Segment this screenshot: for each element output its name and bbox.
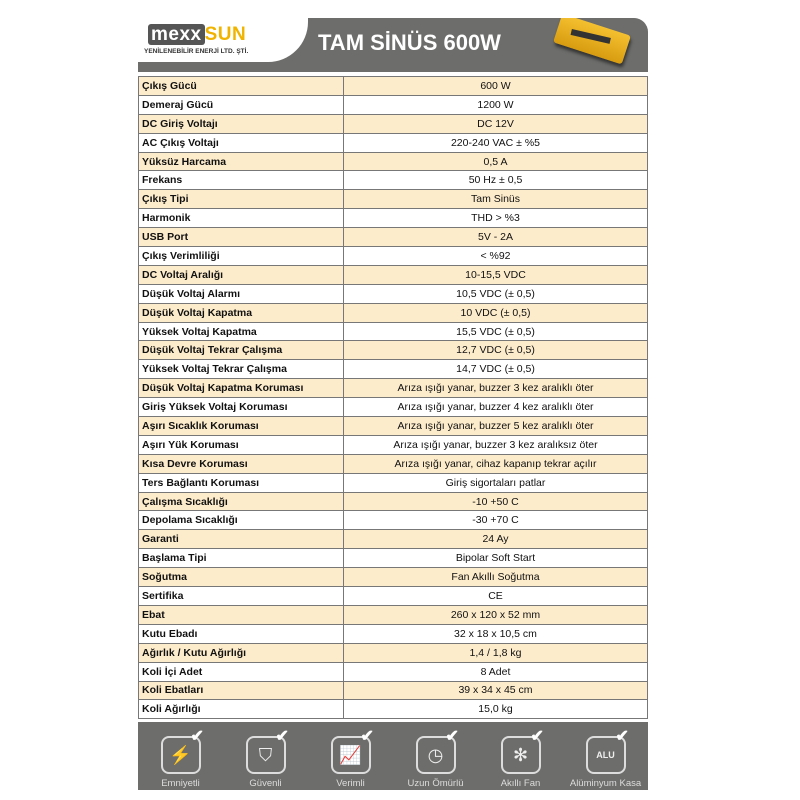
spec-row [139, 247, 648, 266]
feature-item [311, 722, 391, 789]
spec-row [139, 152, 648, 171]
spec-label: Demeraj Gücü [139, 95, 344, 114]
spec-row [139, 379, 648, 398]
spec-label: Düşük Voltaj Tekrar Çalışma [139, 341, 344, 360]
spec-label: Düşük Voltaj Kapatma [139, 303, 344, 322]
feature-item [396, 722, 476, 789]
spec-row [139, 284, 648, 303]
spec-row [139, 114, 648, 133]
spec-value: Giriş sigortaları patlar [344, 473, 648, 492]
spec-value: 8 Adet [344, 662, 648, 681]
spec-row [139, 681, 648, 700]
spec-label: Ters Bağlantı Koruması [139, 473, 344, 492]
fan-icon: ✻ [501, 736, 541, 774]
spec-row [139, 587, 648, 606]
spec-label: Ağırlık / Kutu Ağırlığı [139, 643, 344, 662]
spec-value: 15,0 kg [344, 700, 648, 719]
spec-row [139, 643, 648, 662]
feature-item [141, 722, 221, 789]
spec-label: Koli Ebatları [139, 681, 344, 700]
feature-label: Akıllı Fan [500, 778, 541, 789]
spec-label: Soğutma [139, 568, 344, 587]
spec-value: 12,7 VDC (± 0,5) [344, 341, 648, 360]
spec-row [139, 360, 648, 379]
spec-row [139, 190, 648, 209]
product-image [553, 18, 631, 64]
spec-value: 10 VDC (± 0,5) [344, 303, 648, 322]
spec-value: 15,5 VDC (± 0,5) [344, 322, 648, 341]
mexxsun-logo [148, 24, 246, 46]
spec-row [139, 473, 648, 492]
spec-row [139, 511, 648, 530]
logo-text-sun: SUN [204, 24, 247, 45]
spec-row [139, 303, 648, 322]
spec-value: THD > %3 [344, 209, 648, 228]
spec-value: 14,7 VDC (± 0,5) [344, 360, 648, 379]
spec-value: -30 +70 C [344, 511, 648, 530]
checkmark-icon: ✔ [190, 728, 204, 745]
spec-row [139, 662, 648, 681]
shield-check-icon: ⛉ [246, 736, 286, 774]
spec-row [139, 265, 648, 284]
lightning-cycle-icon: ⚡ [161, 736, 201, 774]
alu-recycle-icon: ALU [586, 736, 626, 774]
spec-value: 220-240 VAC ± %5 [344, 133, 648, 152]
checkmark-icon: ✔ [275, 728, 289, 745]
features-bar [138, 722, 648, 790]
spec-label: Ebat [139, 605, 344, 624]
spec-row [139, 492, 648, 511]
spec-label: Kutu Ebadı [139, 624, 344, 643]
spec-value: 260 x 120 x 52 mm [344, 605, 648, 624]
spec-label: Garanti [139, 530, 344, 549]
checkmark-icon: ✔ [530, 728, 544, 745]
spec-label: Başlama Tipi [139, 549, 344, 568]
feature-label: Güvenli [249, 778, 282, 789]
spec-label: Frekans [139, 171, 344, 190]
spec-label: AC Çıkış Voltajı [139, 133, 344, 152]
feature-label: Uzun Ömürlü [407, 778, 464, 789]
spec-label: Yüksek Voltaj Tekrar Çalışma [139, 360, 344, 379]
spec-label: Aşırı Yük Koruması [139, 435, 344, 454]
spec-row [139, 549, 648, 568]
spec-value: -10 +50 C [344, 492, 648, 511]
spec-value: 32 x 18 x 10,5 cm [344, 624, 648, 643]
spec-value: Bipolar Soft Start [344, 549, 648, 568]
feature-item [566, 722, 646, 789]
spec-row [139, 605, 648, 624]
spec-label: Depolama Sıcaklığı [139, 511, 344, 530]
spec-label: Çıkış Verimliliği [139, 247, 344, 266]
spec-value: 600 W [344, 77, 648, 96]
spec-label: Çıkış Gücü [139, 77, 344, 96]
spec-value: 24 Ay [344, 530, 648, 549]
feature-item [226, 722, 306, 789]
spec-row [139, 624, 648, 643]
spec-row [139, 530, 648, 549]
spec-label: Düşük Voltaj Alarmı [139, 284, 344, 303]
page-title: TAM SİNÜS 600W [318, 30, 501, 55]
spec-row [139, 454, 648, 473]
spec-value: Arıza ışığı yanar, cihaz kapanıp tekrar açılır [344, 454, 648, 473]
checkmark-icon: ✔ [360, 728, 374, 745]
spec-row [139, 435, 648, 454]
spec-row [139, 322, 648, 341]
spec-row [139, 209, 648, 228]
spec-label: Koli İçi Adet [139, 662, 344, 681]
spec-value: 1200 W [344, 95, 648, 114]
spec-value: CE [344, 587, 648, 606]
checkmark-icon: ✔ [445, 728, 459, 745]
spec-value: 50 Hz ± 0,5 [344, 171, 648, 190]
spec-value: 5V - 2A [344, 228, 648, 247]
spec-label: Yüksüz Harcama [139, 152, 344, 171]
growth-chart-icon: 📈 [331, 736, 371, 774]
spec-label: Kısa Devre Koruması [139, 454, 344, 473]
spec-row [139, 417, 648, 436]
spec-label: USB Port [139, 228, 344, 247]
spec-row [139, 171, 648, 190]
spec-label: Yüksek Voltaj Kapatma [139, 322, 344, 341]
spec-label: Koli Ağırlığı [139, 700, 344, 719]
spec-row [139, 228, 648, 247]
spec-row [139, 341, 648, 360]
spec-value: Tam Sinüs [344, 190, 648, 209]
spec-label: Harmonik [139, 209, 344, 228]
spec-label: Aşırı Sıcaklık Koruması [139, 417, 344, 436]
spec-value: 10,5 VDC (± 0,5) [344, 284, 648, 303]
spec-row [139, 77, 648, 96]
spec-row [139, 568, 648, 587]
company-tagline: YENİLENEBİLİR ENERJİ LTD. ŞTİ. [144, 48, 249, 55]
spec-label: Çalışma Sıcaklığı [139, 492, 344, 511]
spec-label: Sertifika [139, 587, 344, 606]
spec-label: Giriş Yüksek Voltaj Koruması [139, 398, 344, 417]
spec-value: DC 12V [344, 114, 648, 133]
spec-value: 39 x 34 x 45 cm [344, 681, 648, 700]
spec-value: 10-15,5 VDC [344, 265, 648, 284]
logo-area [138, 18, 308, 62]
feature-label: Verimli [336, 778, 365, 789]
spec-row [139, 133, 648, 152]
spec-value: Arıza ışığı yanar, buzzer 3 kez aralıklı öter [344, 379, 648, 398]
feature-label: Emniyetli [161, 778, 200, 789]
header-banner [138, 18, 648, 72]
spec-label: DC Giriş Voltajı [139, 114, 344, 133]
checkmark-icon: ✔ [615, 728, 629, 745]
spec-value: Arıza ışığı yanar, buzzer 3 kez aralıksız öter [344, 435, 648, 454]
spec-label: Düşük Voltaj Kapatma Koruması [139, 379, 344, 398]
spec-label: Çıkış Tipi [139, 190, 344, 209]
spec-table [138, 76, 648, 719]
spec-value: Fan Akıllı Soğutma [344, 568, 648, 587]
feature-item [481, 722, 561, 789]
feature-label: Alüminyum Kasa [569, 778, 642, 789]
spec-value: Arıza ışığı yanar, buzzer 4 kez aralıklı öter [344, 398, 648, 417]
logo-text-mexx: mexx [148, 24, 205, 45]
spec-row [139, 95, 648, 114]
spec-label: DC Voltaj Aralığı [139, 265, 344, 284]
spec-value: 0,5 A [344, 152, 648, 171]
clock-icon: ◷ [416, 736, 456, 774]
spec-row [139, 398, 648, 417]
spec-value: < %92 [344, 247, 648, 266]
spec-value: 1,4 / 1,8 kg [344, 643, 648, 662]
spec-value: Arıza ışığı yanar, buzzer 5 kez aralıklı öter [344, 417, 648, 436]
spec-row [139, 700, 648, 719]
